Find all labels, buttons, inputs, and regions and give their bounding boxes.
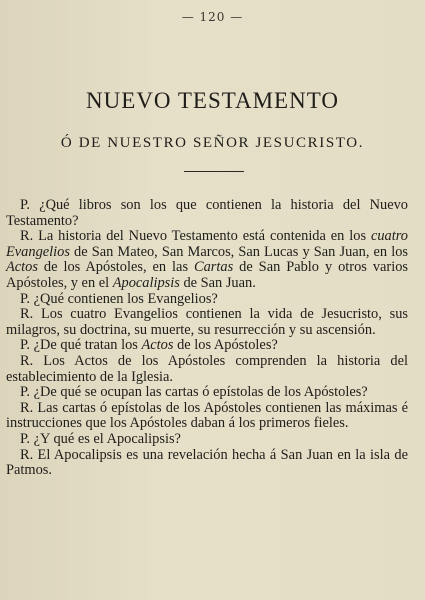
page-subtitle: Ó DE NUESTRO SEÑOR JESUCRISTO.: [60, 135, 365, 151]
text-run: P. ¿Qué libros son los que contienen la historia del Nuevo Testamento?: [6, 197, 408, 229]
text-run: P. ¿Qué contienen los Evangelios?: [20, 290, 218, 307]
text-run: P. ¿De qué se ocupan las cartas ó epístolas de los Apóstoles?: [20, 384, 368, 401]
text-run: R. Los cuatro Evangelios contienen la vida de Jesucristo, sus milagros, su doctrina, su muerte, su resurrección y su ascensión.: [6, 306, 408, 338]
italic-term: Actos: [6, 259, 38, 276]
italic-term: Actos: [141, 337, 174, 354]
text-run: R. Los Actos de los Apóstoles comprenden la historia del establecimiento de la Iglesia.: [6, 352, 408, 385]
text-run: R. Las cartas ó epístolas de los Apóstoles contienen las máximas é instrucciones que los Apóstoles daban á los primeros fieles.: [6, 399, 408, 432]
text-run: P. ¿Y qué es el Apocalipsis?: [20, 430, 181, 447]
text-run: de los Apóstoles, en las: [37, 259, 194, 276]
text-run: de los Apóstoles?: [173, 337, 278, 354]
text-run: de San Pablo y otros varios Apóstoles, y en el: [6, 259, 408, 291]
page-number: — 120 —: [181, 10, 244, 24]
question-paragraph: [6, 198, 408, 229]
text-run: de San Mateo, San Marcos, San Lucas y San Juan, en los: [69, 243, 408, 260]
answer-paragraph: [6, 307, 408, 338]
text-run: P. ¿De qué tratan los: [20, 337, 142, 354]
question-paragraph: [6, 338, 408, 354]
text-run: R. La historia del Nuevo Testamento está contenida en los: [20, 228, 371, 245]
catechism-text: [6, 198, 408, 479]
answer-paragraph: [6, 354, 408, 385]
text-run: de San Juan.: [179, 274, 256, 291]
answer-paragraph: [6, 401, 408, 432]
title-divider: [184, 171, 244, 172]
italic-term: Cartas: [194, 259, 234, 276]
answer-paragraph: [6, 229, 408, 291]
italic-term: cuatro Evangelios: [6, 228, 408, 260]
page-title: NUEVO TESTAMENTO: [86, 88, 339, 113]
question-paragraph: [6, 432, 408, 448]
question-paragraph: [6, 385, 408, 401]
question-paragraph: [6, 292, 408, 308]
text-run: R. El Apocalipsis es una revelación hecha á San Juan en la isla de Patmos.: [6, 446, 408, 479]
answer-paragraph: [6, 448, 408, 479]
italic-term: Apocalipsis: [112, 274, 180, 291]
